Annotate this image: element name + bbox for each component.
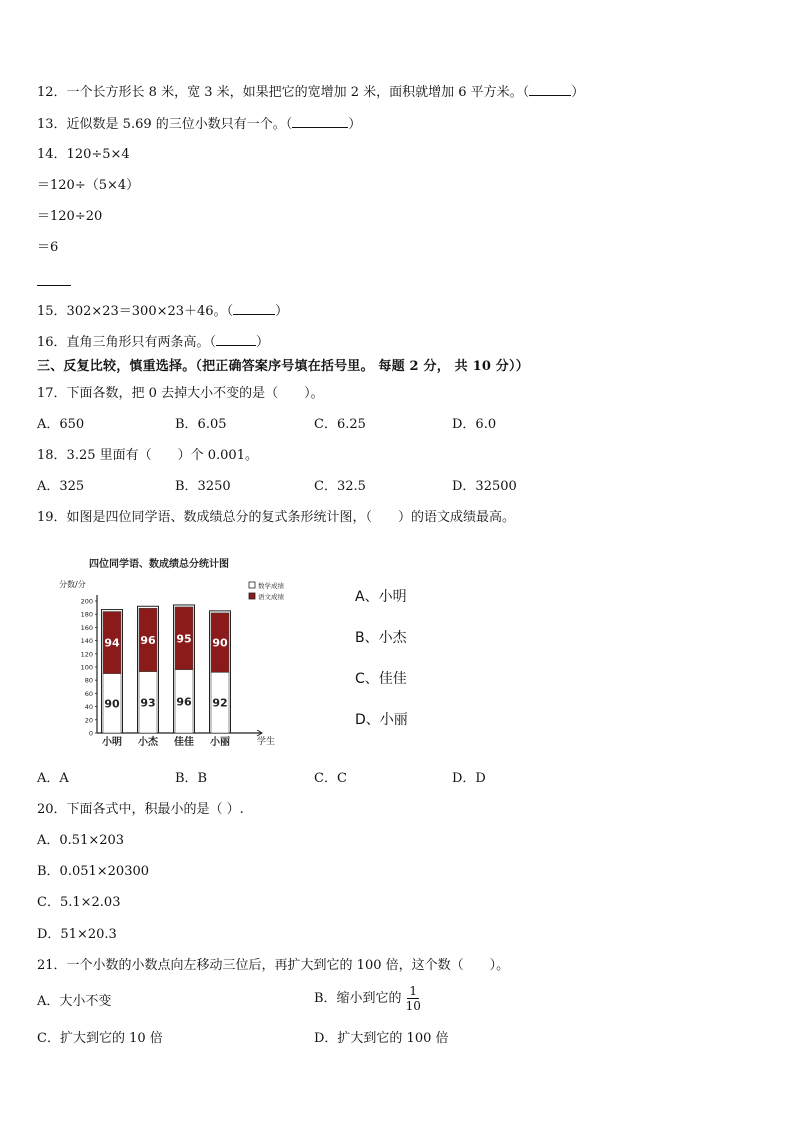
question-14-line4: ＝6 [37,240,59,255]
chart-title: 四位同学语、数成绩总分统计图 [89,559,229,570]
question-12-text: 12．一个长方形长 8 米，宽 3 米，如果把它的宽增加 2 米，面积就增加 6 平方米。（ [37,85,530,100]
answer-blank-15[interactable] [233,302,275,315]
y-tick-label: 140 [80,637,93,646]
question-18-text: 18．3.25 里面有（ ）个 0.001。 [37,448,258,463]
answer-blank-16[interactable] [216,333,256,346]
y-tick-label: 180 [80,610,93,619]
question-12 [37,83,584,102]
chart-option-c: C、佳佳 [355,671,407,687]
y-tick-label: 40 [84,703,93,712]
option-a[interactable]: A．大小不变 [37,994,112,1009]
legend-label: 数学成绩 [258,582,284,590]
answer-blank-12[interactable] [529,83,571,96]
option-a[interactable]: A．A [37,771,69,786]
question-13 [37,115,361,134]
option-a[interactable]: A．650 [37,417,85,432]
chart-option-a: A、小明 [355,589,407,605]
option-d[interactable]: D．51×20.3 [37,927,117,942]
option-b[interactable] [314,984,423,1013]
option-c[interactable]: C．32.5 [314,479,366,494]
answer-blank-14[interactable] [37,285,71,286]
fraction-numerator: 1 [409,984,418,998]
paren-close: ） [348,117,362,132]
option-d[interactable]: D．6.0 [452,417,497,432]
question-15-text: 15．302×23＝300×23＋46。（ [37,304,234,319]
y-tick-label: 60 [84,689,93,698]
bar-label-chinese: 96 [140,633,156,647]
paren-close: ） [256,335,270,350]
question-20-text: 20．下面各式中，积最小的是（ ）. [37,802,244,817]
chart-bars [102,605,231,748]
chart-option-d: D、小丽 [355,712,408,728]
option-b[interactable]: B．B [175,771,208,786]
y-tick-label: 20 [84,716,93,725]
bar-label-math: 96 [176,695,192,709]
bar-label-chinese: 90 [212,636,228,650]
chart-legend [249,581,285,601]
chart-option-b: B、小杰 [355,630,407,646]
option-b-text: B．缩小到它的 [314,990,402,1006]
paren-close: ） [275,304,289,319]
option-b[interactable]: B．3250 [175,479,231,494]
legend-swatch [249,593,255,599]
option-c[interactable]: C．扩大到它的 10 倍 [37,1031,163,1046]
fraction [404,984,423,1013]
bar-label-math: 90 [104,697,120,711]
question-21-text: 21．一个小数的小数点向左移动三位后，再扩大到它的 100 倍，这个数（ ）。 [37,958,510,973]
y-tick-label: 100 [80,663,93,672]
x-axis-label: 学生 [257,737,276,747]
x-tick-label: 小明 [102,737,122,748]
y-tick-label: 160 [80,623,93,632]
bar-label-chinese: 95 [176,632,192,646]
option-d[interactable]: D．D [452,771,486,786]
question-14-line3: ＝120÷20 [37,209,103,224]
stacked-bar-chart [59,553,284,751]
option-c[interactable]: C．6.25 [314,417,366,432]
option-b[interactable]: B．6.05 [175,417,227,432]
legend-swatch [249,582,255,588]
fraction-denominator: 10 [405,999,421,1013]
y-axis-label: 分数/分 [59,580,86,589]
question-17-text: 17．下面各数，把 0 去掉大小不变的是（ ）。 [37,386,324,401]
bar-label-math: 92 [212,696,228,710]
option-c[interactable]: C．C [314,771,347,786]
option-d[interactable]: D．32500 [452,479,517,494]
y-tick-label: 200 [80,597,93,606]
x-tick-label: 佳佳 [174,737,194,748]
x-tick-label: 小丽 [210,737,230,748]
question-13-text: 13．近似数是 5.69 的三位小数只有一个。（ [37,117,293,132]
y-tick-label: 0 [88,729,93,738]
option-b[interactable]: B．0.051×20300 [37,864,150,879]
bar-label-math: 93 [140,696,156,710]
question-16 [37,333,269,352]
x-tick-label: 小杰 [138,737,158,748]
option-a[interactable]: A．325 [37,479,85,494]
option-a[interactable]: A．0.51×203 [37,833,125,848]
y-tick-label: 120 [80,650,93,659]
question-15 [37,302,288,321]
legend-label: 语文成绩 [258,593,284,601]
question-14-line2: ＝120÷（5×4） [37,178,140,193]
y-tick-label: 80 [84,676,93,685]
option-c[interactable]: C．5.1×2.03 [37,895,121,910]
option-d[interactable]: D．扩大到它的 100 倍 [314,1031,449,1046]
question-14-line1: 14．120÷5×4 [37,147,130,162]
section-3-heading: 三、反复比较，慎重选择。（把正确答案序号填在括号里。 每题 2 分， 共 10 分）） [37,359,529,374]
bar-label-chinese: 94 [104,636,120,650]
paren-close: ） [571,85,585,100]
question-19-text: 19．如图是四位同学语、数成绩总分的复式条形统计图，（ ）的语文成绩最高。 [37,510,516,525]
answer-blank-13[interactable] [292,115,348,128]
question-16-text: 16．直角三角形只有两条高。（ [37,335,217,350]
